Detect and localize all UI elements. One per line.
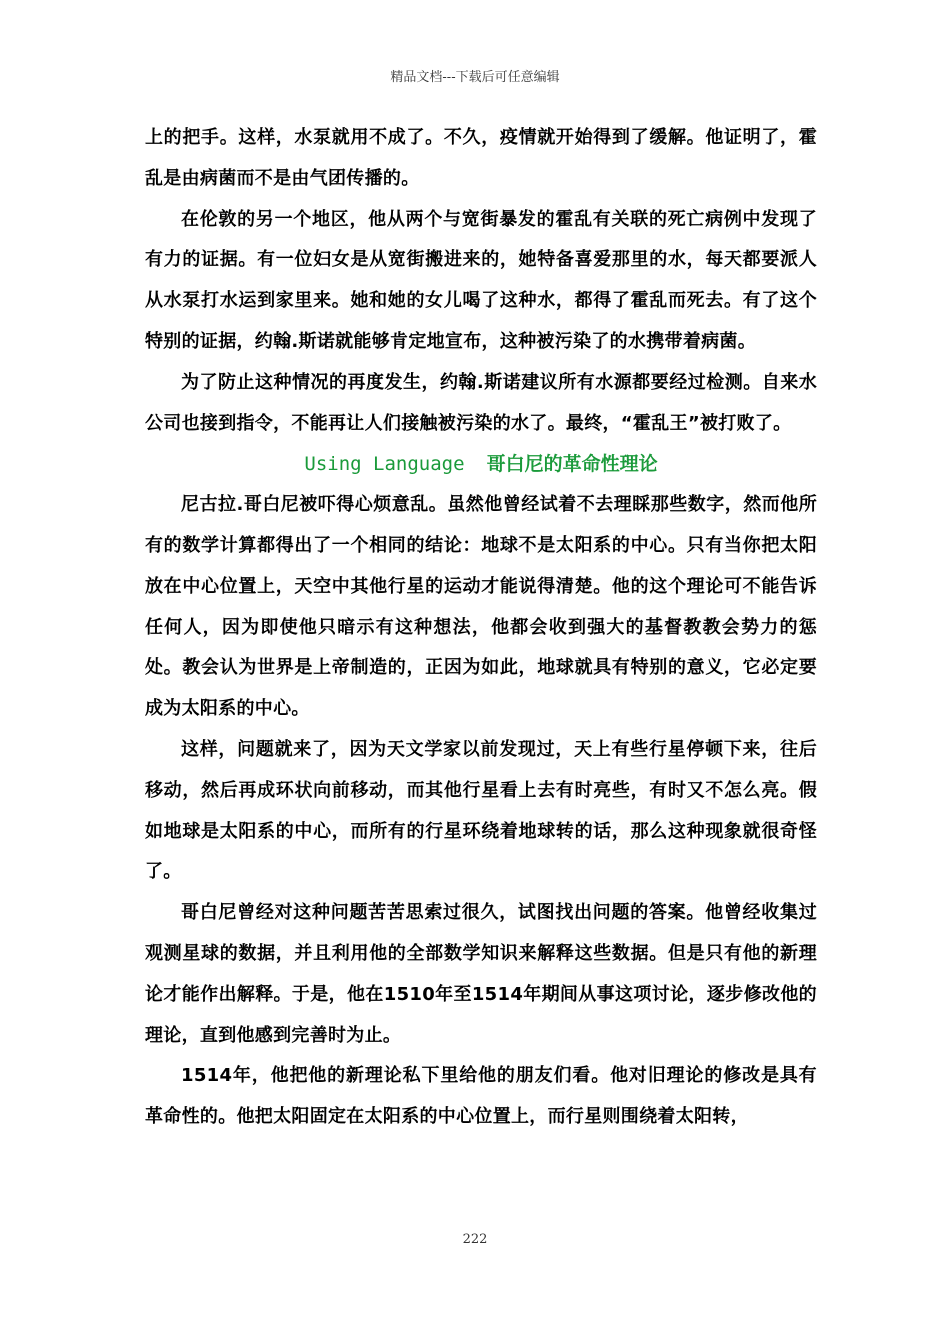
paragraph: 1514年，他把他的新理论私下里给他的朋友们看。他对旧理论的修改是具有革命性的。他把太阳固定在太阳系的中心位置上，而行星则围绕着太阳转， bbox=[145, 1065, 817, 1128]
section-heading-chinese: 哥白尼的革命性理论 bbox=[486, 453, 658, 476]
page-number: 222 bbox=[462, 1232, 488, 1247]
section-heading bbox=[145, 444, 817, 485]
page-header: 精品文档---下载后可任意编辑 bbox=[390, 70, 560, 85]
section-heading-english: Using Language bbox=[304, 453, 465, 476]
paragraph: 这样，问题就来了，因为天文学家以前发现过，天上有些行星停顿下来，往后移动，然后再成环状向前移动，而其他行星看上去有时亮些，有时又不怎么亮。假如地球是太阳系的中心，而所有的行星环绕着地球转的话，那么这种现象就很奇怪了。 bbox=[145, 738, 817, 883]
paragraph: 哥白尼曾经对这种问题苦苦思索过很久，试图找出问题的答案。他曾经收集过观测星球的数据，并且利用他的全部数学知识来解释这些数据。但是只有他的新理论才能作出解释。于是，他在1510年至1514年期间从事这项讨论，逐步修改他的理论，直到他感到完善时为止。 bbox=[145, 902, 817, 1046]
paragraph: 上的把手。这样，水泵就用不成了。不久，疫情就开始得到了缓解。他证明了，霍乱是由病菌而不是由气团传播的。 bbox=[145, 127, 817, 189]
document-body bbox=[145, 118, 817, 1138]
paragraph: 在伦敦的另一个地区，他从两个与宽街暴发的霍乱有关联的死亡病例中发现了有力的证据。有一位妇女是从宽街搬进来的，她特备喜爱那里的水，每天都要派人从水泵打水运到家里来。她和她的女儿喝了这种水，都得了霍乱而死去。有了这个特别的证据，约翰.斯诺就能够肯定地宣布，这种被污染了的水携带着病菌。 bbox=[145, 208, 817, 352]
paragraph: 尼古拉.哥白尼被吓得心烦意乱。虽然他曾经试着不去理睬那些数字，然而他所有的数学计算都得出了一个相同的结论：地球不是太阳系的中心。只有当你把太阳放在中心位置上，天空中其他行星的运动才能说得清楚。他的这个理论可不能告诉任何人，因为即使他只暗示有这种想法，他都会收到强大的基督教教会势力的惩处。教会认为世界是上帝制造的，正因为如此，地球就具有特别的意义，它必定要成为太阳系的中心。 bbox=[145, 494, 817, 720]
paragraph: 为了防止这种情况的再度发生，约翰.斯诺建议所有水源都要经过检测。自来水公司也接到指令，不能再让人们接触被污染的水了。最终，“霍乱王”被打败了。 bbox=[145, 371, 817, 434]
